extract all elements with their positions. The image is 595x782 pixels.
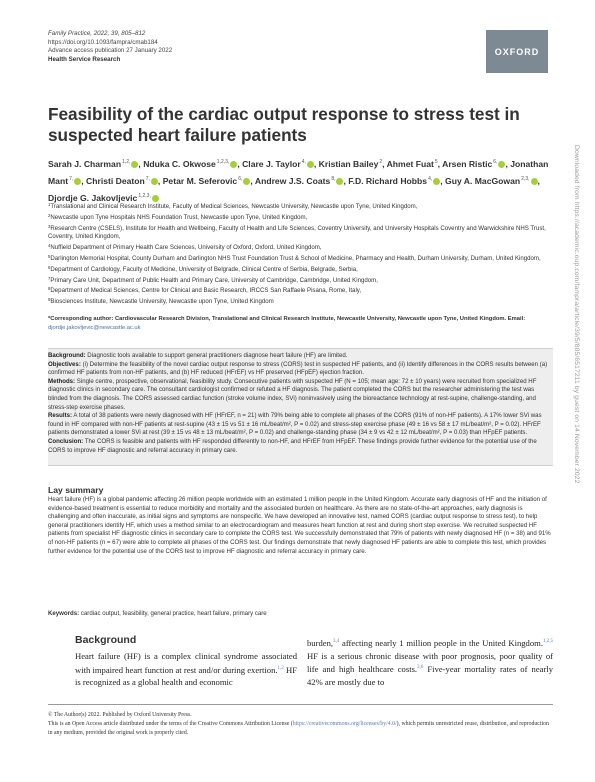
author-name[interactable]: Petar M. Seferovic xyxy=(162,176,238,186)
affiliation-marker: 2 xyxy=(379,159,383,165)
affiliation-item xyxy=(48,275,553,286)
citation-link[interactable]: 2,6 xyxy=(417,665,424,671)
abstract-section xyxy=(48,438,553,455)
affiliation-marker: 4, xyxy=(428,176,433,182)
orcid-icon[interactable] xyxy=(243,178,250,185)
affiliation-marker: 1,2,3, xyxy=(138,193,151,199)
affiliation-number: 6 xyxy=(48,264,51,270)
affiliation-text: Biosciences Institute, Newcastle University, Newcastle upon Tyne, United Kingdom xyxy=(50,298,274,306)
orcid-icon[interactable] xyxy=(531,178,538,185)
affiliation-marker: 5 xyxy=(434,159,438,165)
author-name[interactable]: F.D. Richard Hobbs xyxy=(348,176,428,186)
keywords-label: Keywords: xyxy=(48,610,80,617)
affiliation-item xyxy=(48,253,553,264)
body-text: affecting nearly 1 million people in the United Kingdom. xyxy=(339,638,543,648)
lay-summary-heading: Lay summary xyxy=(48,485,104,495)
author-name[interactable]: Ahmet Fuat xyxy=(386,159,434,169)
affiliation-item xyxy=(48,201,553,212)
abstract-section xyxy=(48,412,553,438)
affiliation-number: 9 xyxy=(48,297,51,303)
abstract-text: A total of 38 patients were newly diagnosed with HF (HFrEF, n = 21) with 79% being able to complete all phases of the CORS (91% of non-HF patients). A 17% lower SVi was found in HF compared with non-HF patients at rest-supine (43 ± 15 vs 51 ± 16 mL/beat/m², P = 0.02) and stress-step exercise phase (49 ± 16 vs 58 ± 17 mL/beat/m², P = 0.02). HFrEF patients demonstrated a lower SVi at rest (39 ± 15 vs 48 ± 13 mL/beat/m², P = 0.02) and challenge-standing phase (34 ± 9 vs 42 ± 12 mL/beat/m², P = 0.03) than HFpEF patients. xyxy=(48,412,542,437)
affiliation-number: 5 xyxy=(48,253,51,259)
author-name[interactable]: Clare J. Taylor xyxy=(242,159,301,169)
doi-link[interactable]: https://doi.org/10.1093/fampra/cmab184 xyxy=(48,38,158,46)
abstract-label: Background: xyxy=(48,352,86,359)
background-heading: Background xyxy=(75,634,137,646)
corresponding-author xyxy=(48,315,553,332)
abstract-label: Results: xyxy=(48,412,73,420)
body-column-left xyxy=(75,650,297,689)
affiliation-text: Department of Cardiology, Faculty of Medicine, University of Belgrade, Clinical Centre of Serbia, Belgrade, Serbia, xyxy=(50,265,358,273)
affiliation-marker: 8, xyxy=(331,176,336,182)
body-text: HF is recognized as a global health and economic xyxy=(75,664,297,688)
lay-summary-text: Heart failure (HF) is a global pandemic affecting 26 million people worldwide with an estimated 1 million people in the United Kingdom. Accurate early diagnosis of HF and the initiation of evidence-based treatment is essential to reduce morbidity and mortality and the associated burden on healthcare. As there are no state-of-the-art approaches, early diagnosis is challenging and often inaccurate, as initial signs and symptoms are nonspecific. We have developed an innovative test, named CORS (cardiac output response to stress test), to help general practitioners identify HF, which uses a method similar to an electrocardiogram and measures heart function at rest and during short step exercise. We recruited suspected HF patients from specialist HF diagnostic clinics in secondary care to complete the CORS test. We successfully demonstrated that 79% of patients with newly diagnosed HF (n = 38) and 91% of non-HF patients (n = 67) were able to complete all phases of the CORS test. Our findings demonstrate that newly diagnosed HF patients are able to complete this test, which provides further evidence for the potential use of the CORS test to improve HF diagnostic and referral accuracy in primary care. xyxy=(48,496,551,555)
affiliation-number: 4 xyxy=(48,243,51,249)
body-text: Five-year mortality rates of nearly 42% are mostly due to xyxy=(307,664,553,687)
abstract-section xyxy=(48,352,553,361)
keywords xyxy=(48,610,553,617)
author-name[interactable]: Sarah J. Charman xyxy=(48,159,122,169)
author-name[interactable]: Guy A. MacGowan xyxy=(445,176,521,186)
oxford-logo: OXFORD xyxy=(486,30,548,73)
affiliation-item xyxy=(48,242,553,253)
affiliation-item xyxy=(48,285,553,296)
download-text: Downloaded from https://academic.oup.com/fampra/article/39/5/805/6517211 by guest on 14 November 2022 xyxy=(573,145,580,484)
author-list: Sarah J. Charman$^{1,2,}$ , Nduka C. Okwose$^{1,2,3,}$ , Clare J. Taylor$^{4,}$ , Kristian Bailey$^2$, Ahmet Fuat$^5$, Arsen Ristic$^{6,}$ , Jonathan Mant$^{7,}$ , Christi Deaton$^{7,}$ , Petar M. Seferovic$^{6,}$ , Andrew J.S. Coats$^{8,}$ , F.D. Richard Hobbs$^{4,}$ , Guy A. MacGowan$^{2,3,}$ , Djordje G. Jakovljevic$^{1,2,3,}$ xyxy=(48,159,549,203)
affiliation-number: 1 xyxy=(48,202,51,207)
author-name[interactable]: Arsen Ristic xyxy=(442,159,493,169)
abstract-text: Diagnostic tools available to support general practitioners diagnose heart failure (HF) are limited. xyxy=(87,352,348,359)
affiliation-marker: 7, xyxy=(145,176,150,182)
affiliation-text: Primary Care Unit, Department of Public Health and Primary Care, University of Cambridge, Cambridge, United Kingdom, xyxy=(50,276,378,284)
affiliation-item xyxy=(48,296,553,307)
advance-access: Advance access publication 27 January 2022 xyxy=(48,47,173,55)
author-name[interactable]: Kristian Bailey xyxy=(318,159,379,169)
citation-link[interactable]: 1,2 xyxy=(277,665,284,671)
orcid-icon[interactable] xyxy=(230,161,237,168)
orcid-icon[interactable] xyxy=(498,161,505,168)
affiliation-text: Darlington Memorial Hospital, County Durham and Darlington NHS Trust Foundation Trust & School of Medicine, Pharmacy and Health, Durham University, Durham, United Kingdom, xyxy=(50,254,541,262)
orcid-icon[interactable] xyxy=(74,178,81,185)
abstract-section xyxy=(48,361,553,378)
footer xyxy=(48,711,553,738)
author-name[interactable]: Christi Deaton xyxy=(86,176,145,186)
download-watermark xyxy=(568,145,582,705)
affiliation-number: 8 xyxy=(48,286,51,292)
abstract-label: Objectives: xyxy=(48,360,81,368)
body-column-right xyxy=(307,636,553,688)
author-name[interactable]: Nduka C. Okwose xyxy=(143,159,216,169)
keywords-text: cardiac output, feasibility, general practice, heart failure, primary care xyxy=(80,610,267,617)
orcid-icon[interactable] xyxy=(131,161,138,168)
author-name[interactable]: Jonathan Mant xyxy=(48,159,549,186)
affiliation-text: Newcastle upon Tyne Hospitals NHS Foundation Trust, Newcastle upon Tyne, United Kingdom, xyxy=(50,213,308,221)
body-text: HF is a serious chronic disease with poor prognosis, poor quality of life and high healthcare costs. xyxy=(307,650,553,675)
article-title: Feasibility of the cardiac output response to stress test in suspected heart failure patients xyxy=(48,104,520,145)
affiliation-text: Department of Medical Sciences, Centre for Clinical and Basic Research, IRCCS San Raffaele Pisana, Rome, Italy, xyxy=(50,287,362,295)
corresponding-email[interactable]: djordje.jakovljevic@newcastle.ac.uk xyxy=(48,324,141,331)
abstract-text: (i) Determine the feasibility of the novel cardiac output response to stress (CORS) test in suspected HF patients, and (ii) Identify differences in the CORS results between (a) confirmed HF patients from non-HF patients, and (b) HF reduced (HFrEF) vs HF preserved (HFpEF) ejection fraction. xyxy=(48,360,548,377)
affiliation-item xyxy=(48,223,553,243)
license-text: This is an Open Access article distributed under the terms of the Creative Commons Attribution License (https://creativecommons.org/licenses/by/4.0/), which permits unrestricted reuse, distribution, and reproduction in any medium, provided the original work is properly cited. xyxy=(48,721,549,736)
corresponding-text: *Corresponding author: Cardiovascular Research Division, Translational and Clinical Research Institute, Newcastle University, Newcastle upon Tyne, United Kingdom. Email: xyxy=(48,316,526,322)
affiliation-number: 3 xyxy=(48,223,51,229)
copyright: © The Author(s) 2022. Published by Oxford University Press. xyxy=(48,712,192,718)
author-name[interactable]: Djordje G. Jakovljevic xyxy=(48,193,138,203)
affiliation-marker: 1,2, xyxy=(122,159,131,165)
body-text: burden, xyxy=(307,638,334,648)
affiliation-item xyxy=(48,264,553,275)
author-name[interactable]: Andrew J.S. Coats xyxy=(254,176,331,186)
affiliation-text: Research Centre (CSELS), Institute for Health and Wellbeing, Faculty of Health and Life Sciences, Coventry University, and University Hospitals Coventry and Warwickshire NHS Trust, Coventry, United Kingdom, xyxy=(48,224,546,241)
affiliation-text: Translational and Clinical Research Institute, Faculty of Medical Sciences, Newcastle University, Newcastle upon Tyne, United Kingdom, xyxy=(50,203,418,210)
abstract-section xyxy=(48,378,553,412)
affiliation-number: 7 xyxy=(48,275,51,281)
affiliations xyxy=(48,201,553,307)
affiliation-marker: 4, xyxy=(301,159,306,165)
citation-link[interactable]: 3,4 xyxy=(333,639,340,644)
affiliation-text: Nuffield Department of Primary Health Care Sciences, University of Oxford, Oxford, United Kingdom, xyxy=(50,244,322,252)
journal-meta xyxy=(48,30,172,64)
section-label: Health Service Research xyxy=(48,55,121,63)
abstract-text: Single centre, prospective, observational, feasibility study. Consecutive patients with suspected HF (N = 105; mean age: 72 ± 10 years) were recruited from specialized HF diagnostic clinics in secondary care. The consultant cardiologist confirmed or refuted a HF diagnosis. The patient completed the CORS but the researcher administering the test was blinded from the diagnosis. The CORS assessed cardiac function (stroke volume index, SVi) noninvasively using the bioreactance technology at rest-supine, challenge-standing, and stress-step exercise phases. xyxy=(48,377,537,411)
affiliation-number: 2 xyxy=(48,212,51,218)
license-link[interactable]: https://creativecommons.org/licenses/by/4.0/ xyxy=(292,721,397,727)
orcid-icon[interactable] xyxy=(433,178,440,185)
abstract-label: Conclusion: xyxy=(48,437,84,445)
abstract-box xyxy=(48,348,553,466)
affiliation-marker: 1,2,3, xyxy=(216,159,230,165)
affiliation-marker: 2,3, xyxy=(521,176,530,182)
footer-divider xyxy=(48,704,553,705)
citation-link[interactable]: 1,2,5 xyxy=(543,639,553,644)
affiliation-marker: 7, xyxy=(69,176,74,182)
orcid-icon[interactable] xyxy=(307,161,314,168)
affiliation-item xyxy=(48,212,553,223)
journal-line: Family Practice, 2022, 39, 805–812 xyxy=(48,30,146,37)
orcid-icon[interactable] xyxy=(336,178,343,185)
body-text: Heart failure (HF) is a complex clinical syndrome associated with impaired heart function at rest and/or during exertion. xyxy=(75,651,297,675)
orcid-icon[interactable] xyxy=(151,178,158,185)
affiliation-marker: 6, xyxy=(238,176,243,182)
abstract-label: Methods: xyxy=(48,377,76,385)
affiliation-marker: 6, xyxy=(493,159,498,165)
abstract-text: The CORS is feasible and patients with HF responded differently to non-HF, and HFrEF from HFpEF. These findings provide further evidence for the potential use of the CORS to improve HF diagnostic and referral accuracy in primary care. xyxy=(48,437,537,454)
